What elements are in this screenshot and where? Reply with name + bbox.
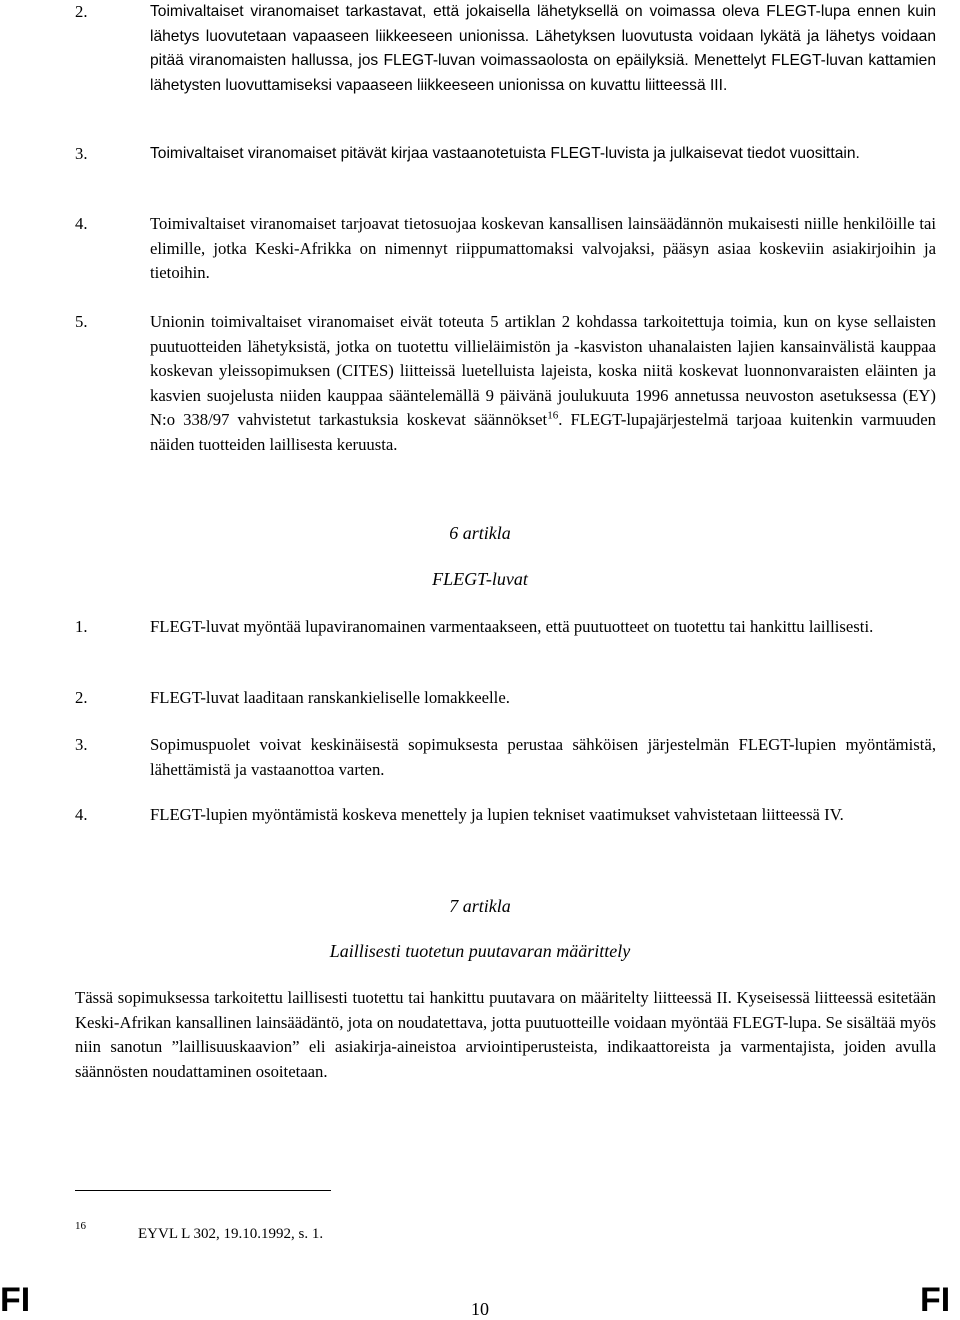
- paragraph-4: [75, 212, 936, 286]
- item-text: FLEGT-luvat myöntää lupaviranomainen varmentaakseen, että puutuotteet on tuotettu tai hankittu laillisesti.: [150, 617, 874, 636]
- footnote-number: 16: [75, 1220, 86, 1232]
- item-number: 1.: [75, 617, 88, 636]
- page-number: 10: [471, 1299, 489, 1319]
- footer-language-left: FI: [0, 1281, 31, 1319]
- item-number: 2.: [75, 688, 88, 707]
- paragraph-number: 2.: [75, 2, 88, 21]
- item-text: Sopimuspuolet voivat keskinäisestä sopimuksesta perustaa sähköisen järjestelmän FLEGT-lupien myöntämistä, lähettämistä ja vastaanottoa varten.: [150, 735, 936, 779]
- paragraph-5: [75, 310, 936, 457]
- article-7-title: Laillisesti tuotetun puutavaran määrittely: [329, 941, 631, 961]
- paragraph-number: 5.: [75, 312, 88, 331]
- item-number: 4.: [75, 805, 88, 824]
- item-text: FLEGT-lupien myöntämistä koskeva menettely ja lupien tekniset vaatimukset vahvistetaan liitteessä IV.: [150, 805, 844, 824]
- article-6-item-1: [75, 615, 936, 640]
- paragraph-text: Toimivaltaiset viranomaiset tarjoavat tietosuojaa koskevan kansallisen lainsäädännön mukaisesti niille henkilöille tai elimille, jotka Keski-Afrikka on nimennyt riippumattomaksi valvojaksi, pääsyn asiaa koskeviin asiakirjoihin ja tietoihin.: [150, 214, 936, 282]
- paragraph-text-part: Unionin toimivaltaiset viranomaiset eivät toteuta 5 artiklan 2 kohdassa tarkoitettuja toimia, kun on kyse sellaisten puutuotteiden lähetyksistä, jotka on tuotettu villieläimistön ja -kasviston uhanalaisten lajien kansainvälistä kauppaa koskevan yleissopimuksen (CITES) liitteissä luetelluista lajeista, koska niitä koskevat luonnonvaraisten eläinten ja kasvien suojelusta niiden kauppaa sääntelemällä 9 päivänä joulukuuta 1996 annetussa neuvoston asetuksessa (EY) N:o 338/97 vahvistetut tarkastuksia koskevat säännökset: [150, 312, 936, 429]
- paragraph-number: 3.: [75, 144, 88, 163]
- article-7-paragraph: Tässä sopimuksessa tarkoitettu laillisesti tuotettu tai hankittu puutavara on määritelty liitteessä II. Kyseisessä liitteessä esitetään Keski-Afrikan kansallinen lainsäädäntö, jota on noudatettava, jotta puutuotteille voidaan myöntää FLEGT-lupa. Se sisältää myös niin sanotun ”laillisuuskaavion” eli asiakirja-aineistoa arviointiperusteista, indikaattoreista ja varmentajista, joiden avulla säännösten noudattaminen osoitetaan.: [75, 988, 936, 1081]
- item-number: 3.: [75, 735, 88, 754]
- article-7-number: 7 artikla: [449, 896, 511, 916]
- paragraph-2: [75, 0, 936, 98]
- paragraph-text: [150, 310, 936, 457]
- footer-language-right: FI: [920, 1281, 951, 1319]
- article-6-title: FLEGT-luvat: [432, 569, 528, 589]
- footnote-divider: [75, 1190, 331, 1191]
- footnote-reference[interactable]: 16: [547, 409, 559, 422]
- article-6-item-3: [75, 733, 936, 782]
- paragraph-text: Toimivaltaiset viranomaiset tarkastavat, että jokaisella lähetyksellä on voimassa oleva FLEGT-lupa ennen kuin lähetys luovutetaan vapaaseen liikkeeseen unionissa. Lähetyksen luovutusta voidaan lykätä ja lähetys voidaan pitää viranomaisten hallussa, jos FLEGT-luvan voimassaolosta on epäilyksiä. Menettelyt FLEGT-luvan kattamien lähetysten luovuttamiseksi vapaaseen liikkeeseen unionissa on kuvattu liitteessä III.: [150, 3, 936, 94]
- article-6-number: 6 artikla: [449, 523, 511, 543]
- paragraph-text: Toimivaltaiset viranomaiset pitävät kirjaa vastaanotetuista FLEGT-luvista ja julkaisevat tiedot vuosittain.: [150, 145, 860, 162]
- footnote-text: EYVL L 302, 19.10.1992, s. 1.: [138, 1226, 324, 1242]
- item-text: FLEGT-luvat laaditaan ranskankieliselle lomakkeelle.: [150, 688, 510, 707]
- paragraph-number: 4.: [75, 214, 88, 233]
- paragraph-text-part: . FLEGT-lupajärjestelmä tarjoaa kuitenkin varmuuden näiden tuotteiden laillisesta keruusta.: [150, 410, 937, 454]
- paragraph-3: [75, 142, 936, 167]
- article-6-item-4: [75, 803, 936, 828]
- article-6-item-2: [75, 686, 936, 711]
